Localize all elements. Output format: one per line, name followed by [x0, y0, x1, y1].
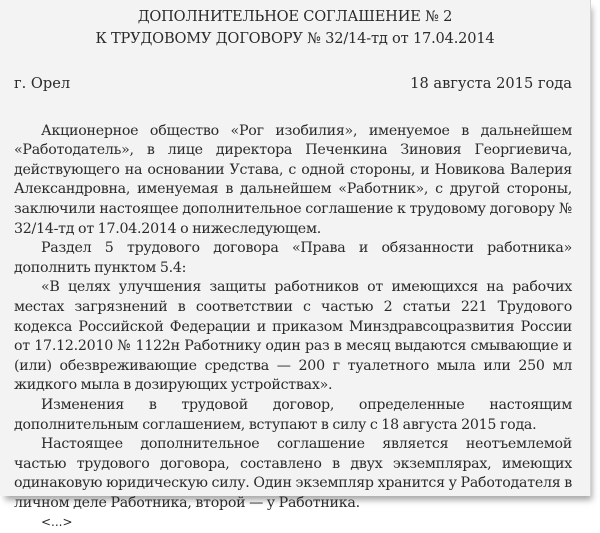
city: г. Орел	[14, 75, 71, 92]
document-title	[0, 0, 590, 50]
paragraph-amendment: Раздел 5 трудового договора «Права и обязанности работника» дополнить пунктом 5.4:	[14, 240, 572, 276]
paragraph-clause-5-4: «В целях улучшения защиты работников от имеющихся на рабочих местах загрязнений в соответствии с частью 2 статьи 221 Трудового кодекса Российской Федерации и приказом Минздравсоцразвития России от 17.12.2010 № 1122н Работнику один раз в месяц выдаются смывающие и (или) обезвреживающие средства — 200 г туалетного мыла или 250 мл жидкого мыла в дозирующих устройствах».	[14, 279, 572, 394]
paragraph-copies: Настоящее дополнительное соглашение является неотъемлемой частью трудового договора, составлено в двух экземплярах, имеющих одинаковую юридическую силу. Один экземпляр хранится у Работодателя в личном деле Работника, второй — у Работника.	[14, 436, 572, 511]
title-line-2: К ТРУДОВОМУ ДОГОВОРУ № 32/14-тд от 17.04.2014	[95, 30, 495, 47]
paragraph-parties: Акционерное общество «Рог изобилия», именуемое в дальнейшем «Работодатель», в лице директора Печенкина Зиновия Георгиевича, действующего на основании Устава, с одной стороны, и Новикова Валерия Александровна, именуемая в дальнейшем «Работник», с другой стороны, заключили настоящее дополнительное соглашение к трудовому договору № 32/14-тд от 17.04.2014 о нижеследующем.	[14, 122, 572, 237]
document-body	[0, 122, 590, 533]
paragraph-effective-date: Изменения в трудовой договор, определенные настоящим дополнительным соглашением, вступают в силу с 18 августа 2015 года.	[14, 396, 572, 433]
omission-mark: <...>	[41, 515, 73, 530]
title-line-1: ДОПОЛНИТЕЛЬНОЕ СОГЛАШЕНИЕ № 2	[137, 8, 453, 25]
place-date-row	[0, 74, 590, 94]
document-date: 18 августа 2015 года	[410, 75, 572, 92]
